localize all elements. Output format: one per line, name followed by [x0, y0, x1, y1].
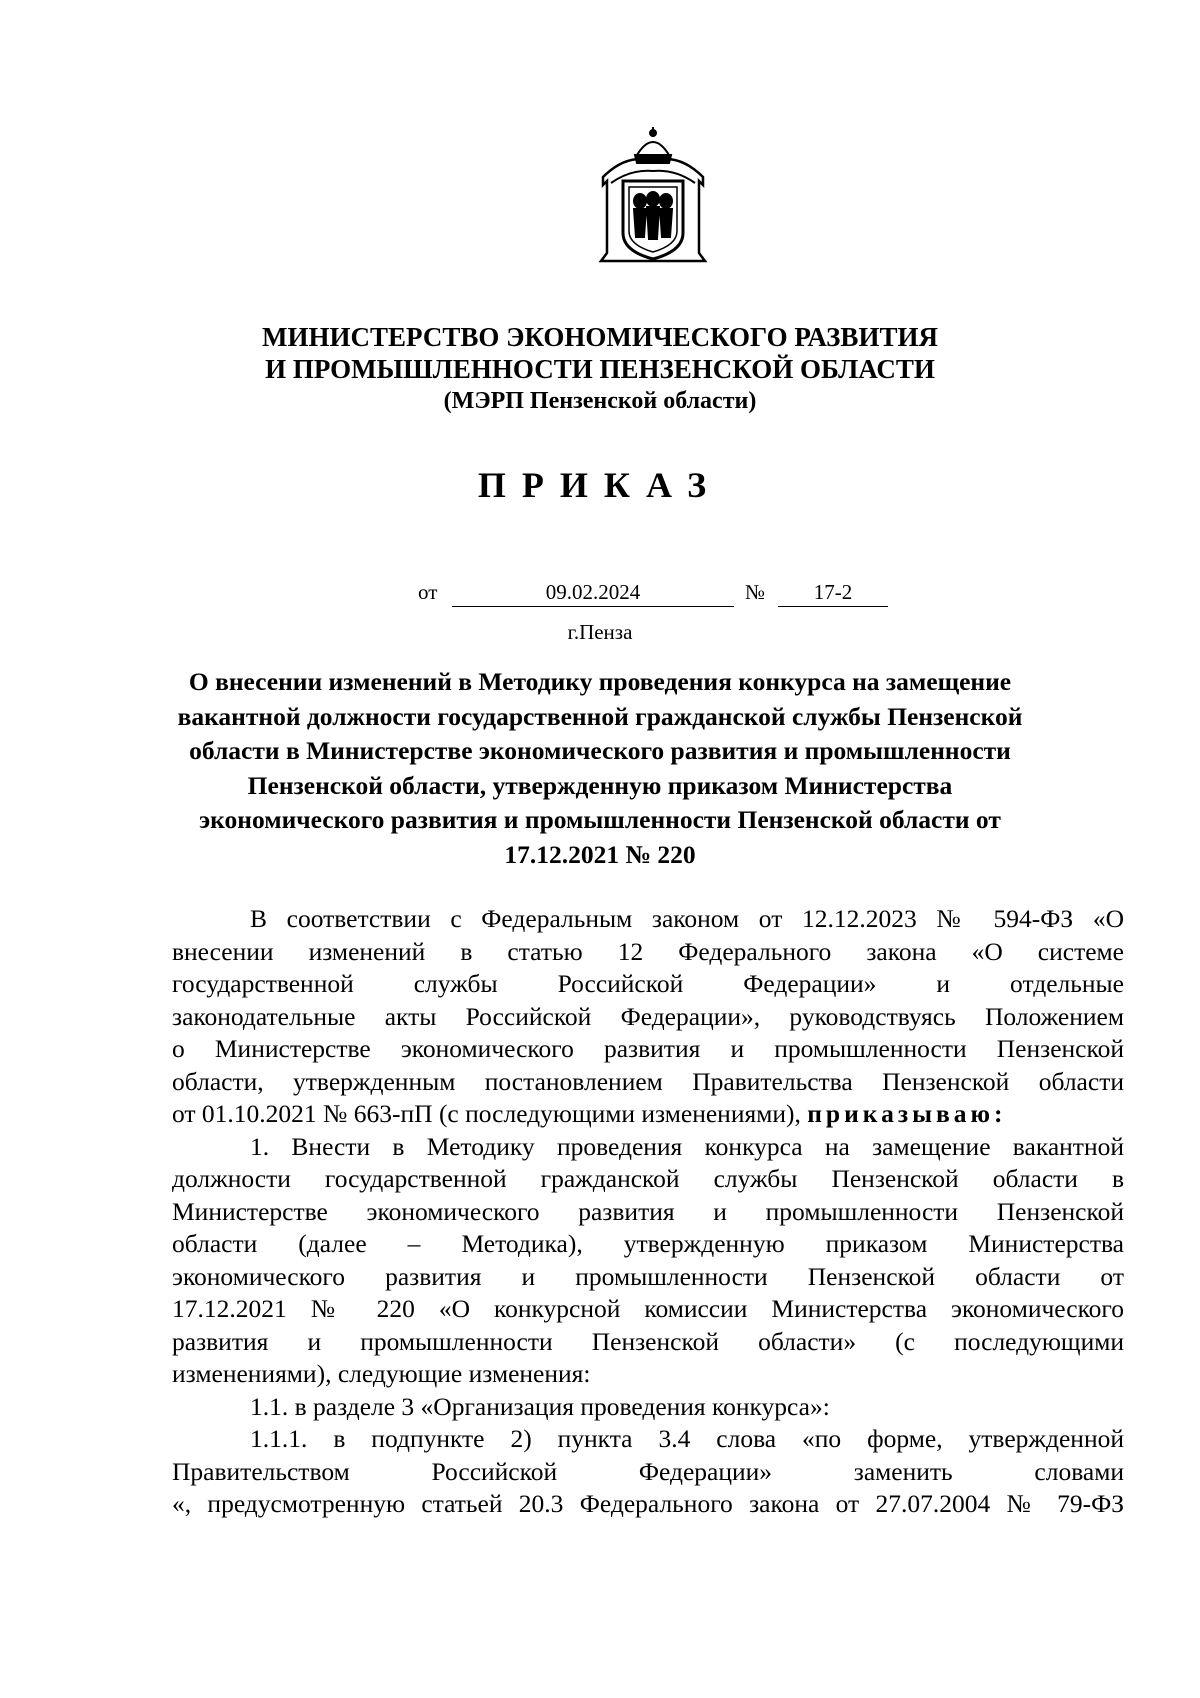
organization-header	[0, 321, 1200, 417]
org-short-name: (МЭРП Пензенской области)	[443, 388, 757, 414]
body-line: внесении изменений в статью 12 Федерального закона «О системе	[172, 936, 1124, 966]
document-number: 17-2	[778, 578, 888, 607]
body-line: экономического развития и промышленности Пензенской области от	[172, 1261, 1124, 1291]
body-line: развития и промышленности Пензенской области» (с последующими	[172, 1326, 1124, 1356]
body-line: 1. Внести в Методику проведения конкурса на замещение вакантной	[250, 1131, 1124, 1161]
order-word: приказываю:	[807, 1099, 1007, 1128]
body-line: 1.1.1. в подпункте 2) пункта 3.4 слова «по форме, утвержденной	[250, 1424, 1124, 1453]
body-line: В соответствии с Федеральным законом от 12.12.2023 № 594-ФЗ «О	[250, 904, 1124, 933]
document-date: 09.02.2024	[452, 578, 734, 607]
body-line: о Министерстве экономического развития и промышленности Пензенской	[172, 1034, 1124, 1063]
body-line: Правительством Российской Федерации» заменить словами	[172, 1456, 1124, 1486]
title-line: вакантной должности государственной гражданской службы Пензенской	[177, 701, 1023, 731]
body-line: области, утвержденным постановлением Правительства Пензенской области	[172, 1066, 1124, 1096]
coat-of-arms-icon	[597, 125, 709, 269]
body-line-text: от 01.10.2021 № 663-пП (с последующими изменениями),	[172, 1099, 808, 1128]
document-type: ПРИКАЗ	[477, 465, 723, 505]
document-title	[175, 665, 1025, 872]
org-name-line2: И ПРОМЫШЛЕННОСТИ ПЕНЗЕНСКОЙ ОБЛАСТИ	[265, 354, 935, 384]
title-line: экономического развития и промышленности Пензенской области от	[199, 805, 1001, 834]
body-line: 17.12.2021 № 220 «О конкурсной комиссии Министерства экономического	[172, 1294, 1124, 1323]
title-line: О внесении изменений в Методику проведения конкурса на замещение	[188, 667, 1012, 696]
body-line: 1.1. в разделе 3 «Организация проведения конкурса»:	[250, 1391, 830, 1421]
body-line	[172, 1098, 1124, 1131]
date-prefix: от	[418, 580, 438, 604]
body-line: изменениями), следующие изменения:	[172, 1359, 591, 1388]
body-line: государственной службы Российской Федерации» и отдельные	[172, 969, 1124, 998]
title-line: 17.12.2021 № 220	[504, 839, 696, 869]
org-name-line1: МИНИСТЕРСТВО ЭКОНОМИЧЕСКОГО РАЗВИТИЯ	[262, 322, 938, 352]
body-line: Министерстве экономического развития и промышленности Пензенской	[172, 1196, 1124, 1226]
body-line: должности государственной гражданской службы Пензенской области в	[172, 1164, 1124, 1193]
title-line: области в Министерстве экономического развития и промышленности	[189, 736, 1011, 765]
body-line: области (далее – Методика), утвержденную приказом Министерства	[172, 1229, 1124, 1258]
document-body	[172, 903, 1124, 1521]
date-number-line	[0, 578, 1200, 610]
number-prefix: №	[745, 580, 766, 604]
body-line: законодательные акты Российской Федерации», руководствуясь Положением	[172, 1001, 1124, 1031]
city: г.Пенза	[567, 620, 633, 644]
title-line: Пензенской области, утвержденную приказом Министерства	[247, 770, 953, 800]
body-line: «, предусмотренную статьей 20.3 Федерального закона от 27.07.2004 № 79-ФЗ	[172, 1489, 1124, 1518]
